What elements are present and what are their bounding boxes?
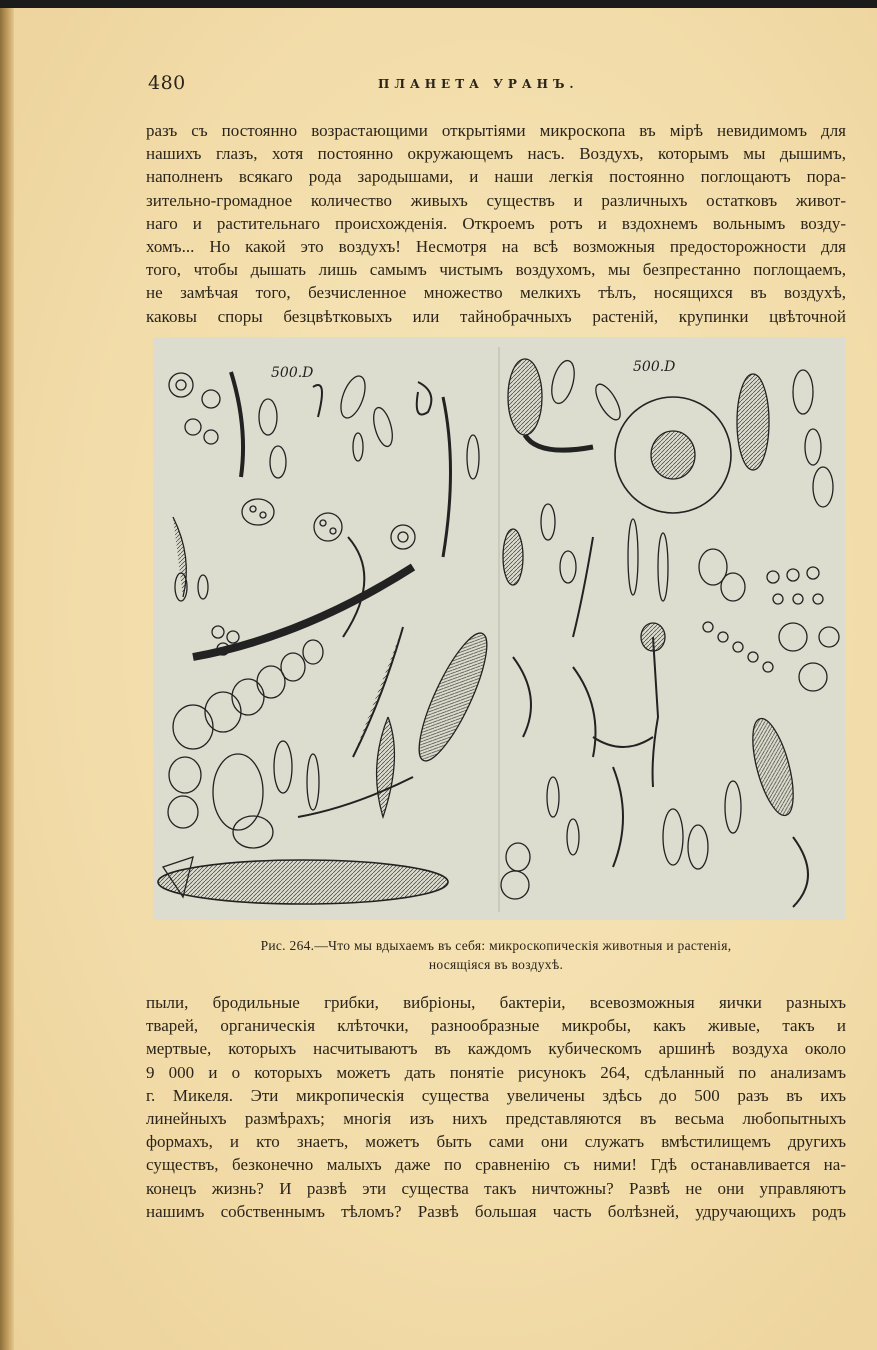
scan-top-edge [0, 0, 877, 8]
left-scale-label: 500.D [271, 365, 314, 381]
running-head [0, 64, 877, 96]
text-line: не замѣчая того, безчисленное множество мелкихъ тѣлъ, носящихся въ воздухѣ, [146, 283, 846, 303]
text-line: конецъ жизнь? И развѣ эти существа такъ ничтожны? Развѣ не они управляютъ [146, 1178, 846, 1198]
text-line: нашихъ глазъ, хотя постоянно окружающемъ насъ. Воздухъ, которымъ мы дышимъ, [146, 144, 846, 164]
text-line: хомъ... Но какой это воздухъ! Несмотря на всѣ возможныя предосторожности для [146, 236, 846, 256]
text-line: 9 000 и о которыхъ можетъ дать понятіе рисунокъ 264, сдѣланный по анализамъ [146, 1062, 846, 1082]
text-line: каковы споры безцвѣтковыхъ или тайнобрачныхъ растеній, крупинки цвѣточной [146, 306, 846, 326]
text-line: формахъ, и кто знаетъ, можетъ быть сами они служатъ вмѣстилищемъ другихъ [146, 1132, 846, 1152]
text-line: пыли, бродильные грибки, вибріоны, бактеріи, всевозможныя яички разныхъ [146, 993, 846, 1012]
text-line: разъ съ постоянно возрастающими открытіями микроскопа въ мірѣ невидимомъ для [146, 121, 846, 140]
caption-line: носящіяся въ воздухѣ. [428, 957, 564, 972]
page-number: 480 [148, 72, 186, 94]
text-line: линейныхъ размѣрахъ; многія изъ нихъ представляются въ весьма любопытныхъ [146, 1108, 846, 1128]
figure-264-microorganisms [153, 337, 845, 920]
text-line: тварей, органическія клѣточки, разнообразные микробы, какъ живые, такъ и [146, 1016, 846, 1036]
microscopic-illustration [153, 337, 845, 920]
text-line: мертвые, которыхъ насчитываютъ въ каждомъ кубическомъ аршинѣ воздуха около [146, 1039, 846, 1059]
text-line: г. Микеля. Эти микропическія существа увеличены здѣсь до 500 разъ въ ихъ [146, 1085, 846, 1105]
paragraph-top [146, 119, 846, 328]
text-line: наполненъ всякаго рода зародышами, и наши легкія постоянно поглощаютъ пора- [146, 167, 846, 187]
text-line: зительно-громадное количество живыхъ существъ и различныхъ остатковъ живот- [146, 190, 846, 210]
right-scale-label: 500.D [633, 359, 676, 375]
paragraph-bottom [146, 991, 846, 1223]
text-line: нашимъ собственнымъ тѣломъ? Развѣ большая часть болѣзней, удручающихъ родъ [146, 1201, 846, 1221]
text-line: существъ, безконечно малыхъ даже по сравненію съ ними! Гдѣ останавливается на- [146, 1155, 846, 1175]
caption-line: Рис. 264.—Что мы вдыхаемъ въ себя: микроскопическія животныя и растенія, [260, 938, 732, 953]
text-line: того, чтобы дышать лишь самымъ чистымъ воздухомъ, мы безпрестанно поглощаемъ, [146, 260, 846, 280]
book-binding-edge [0, 8, 14, 1350]
running-title: ПЛАНЕТА УРАНЪ. [378, 77, 579, 91]
figure-caption [146, 936, 846, 974]
text-line: наго и растительнаго происхожденія. Откроемъ ротъ и вздохнемъ вольнымъ возду- [146, 213, 846, 233]
